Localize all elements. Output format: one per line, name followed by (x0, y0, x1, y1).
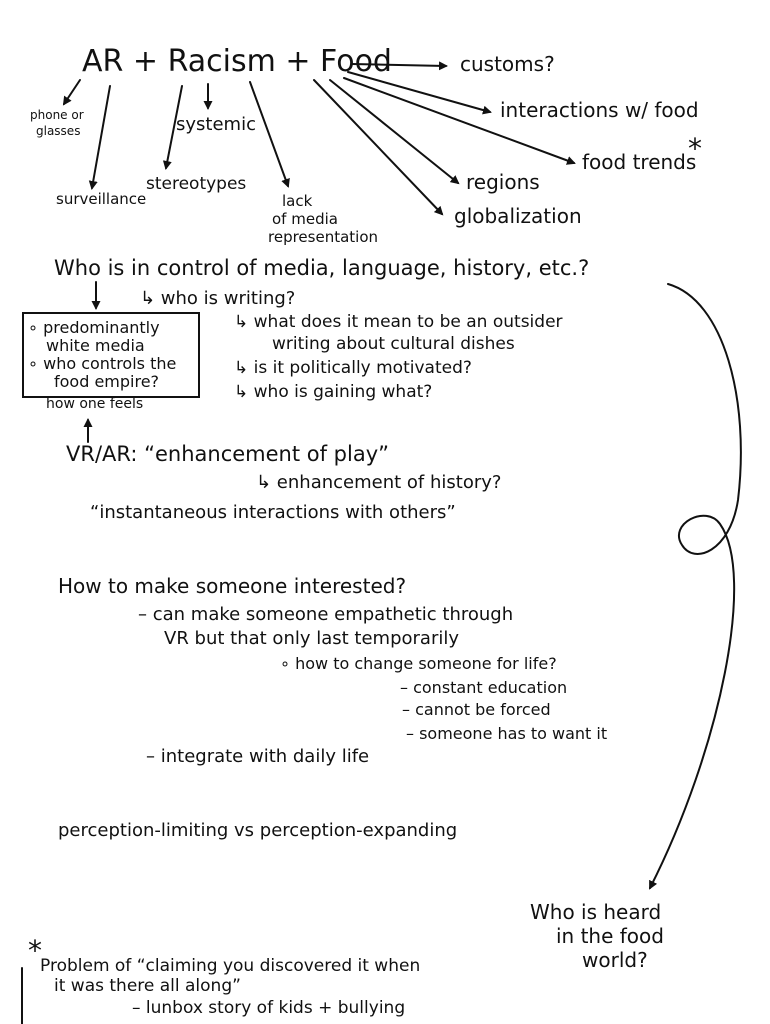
branch-systemic: systemic (176, 114, 256, 135)
branch-regions: regions (466, 170, 540, 194)
heard-line-1: Who is heard (530, 900, 662, 924)
branch-phone-or: phone or (30, 108, 84, 122)
branch-representation: representation (268, 228, 379, 246)
vrar-line-3: “instantaneous interactions with others” (90, 502, 456, 523)
branch-of-media: of media (272, 210, 338, 228)
interest-sub-1: – constant education (400, 678, 568, 697)
control-sub-writing: ↳ who is writing? (140, 288, 296, 309)
branch-stereotypes: stereotypes (146, 174, 247, 194)
interest-question: How to make someone interested? (58, 574, 407, 598)
control-question: Who is in control of media, language, history, etc.? (54, 256, 590, 280)
branch-globalization: globalization (454, 204, 582, 228)
branch-customs: customs? (460, 52, 555, 76)
mindmap-title: AR + Racism + Food (82, 44, 392, 79)
control-sub-political: ↳ is it politically motivated? (234, 358, 472, 378)
control-sub-outsider: ↳ what does it mean to be an outsider (234, 312, 563, 332)
interest-point-1b: VR but that only last temporarily (164, 628, 460, 649)
branch-food-trends: food trends (582, 150, 697, 174)
vrar-line-2: ↳ enhancement of history? (256, 472, 502, 493)
interest-point-2: – integrate with daily life (146, 746, 370, 767)
box-line-1: ∘ predominantly (28, 318, 160, 337)
perception-line: perception-limiting vs perception-expanding (58, 820, 458, 841)
footnote-line-2: it was there all along” (54, 976, 241, 996)
arrow-globalization (314, 80, 442, 214)
box-line-3: ∘ who controls the (28, 354, 177, 373)
arrow-phone (64, 80, 80, 104)
control-sub-gaining: ↳ who is gaining what? (234, 382, 433, 402)
vrar-line-1: VR/AR: “enhancement of play” (66, 442, 390, 466)
interest-sub-question: ∘ how to change someone for life? (280, 654, 557, 673)
control-sub-cultural: writing about cultural dishes (272, 334, 515, 354)
arrow-who-is-heard (650, 284, 741, 888)
branch-lack: lack (282, 192, 313, 210)
box-line-2: white media (46, 336, 145, 355)
food-trends-star: * (688, 132, 702, 165)
interest-point-1a: – can make someone empathetic through (138, 604, 514, 625)
interest-sub-2: – cannot be forced (402, 700, 551, 719)
box-line-4: food empire? (54, 372, 160, 391)
footnote-line-1: Problem of “claiming you discovered it when (40, 956, 421, 976)
heard-line-2: in the food (556, 924, 664, 948)
how-one-feels: how one feels (46, 396, 144, 412)
branch-glasses: glasses (36, 124, 81, 138)
interest-sub-3: – someone has to want it (406, 724, 608, 743)
footnote-line-3: – lunbox story of kids + bullying (132, 998, 406, 1018)
branch-interactions: interactions w/ food (500, 98, 699, 122)
footnote-star: * (28, 934, 42, 967)
heard-line-3: world? (582, 948, 648, 972)
arrow-surveillance (92, 86, 110, 188)
branch-surveillance: surveillance (56, 190, 147, 208)
